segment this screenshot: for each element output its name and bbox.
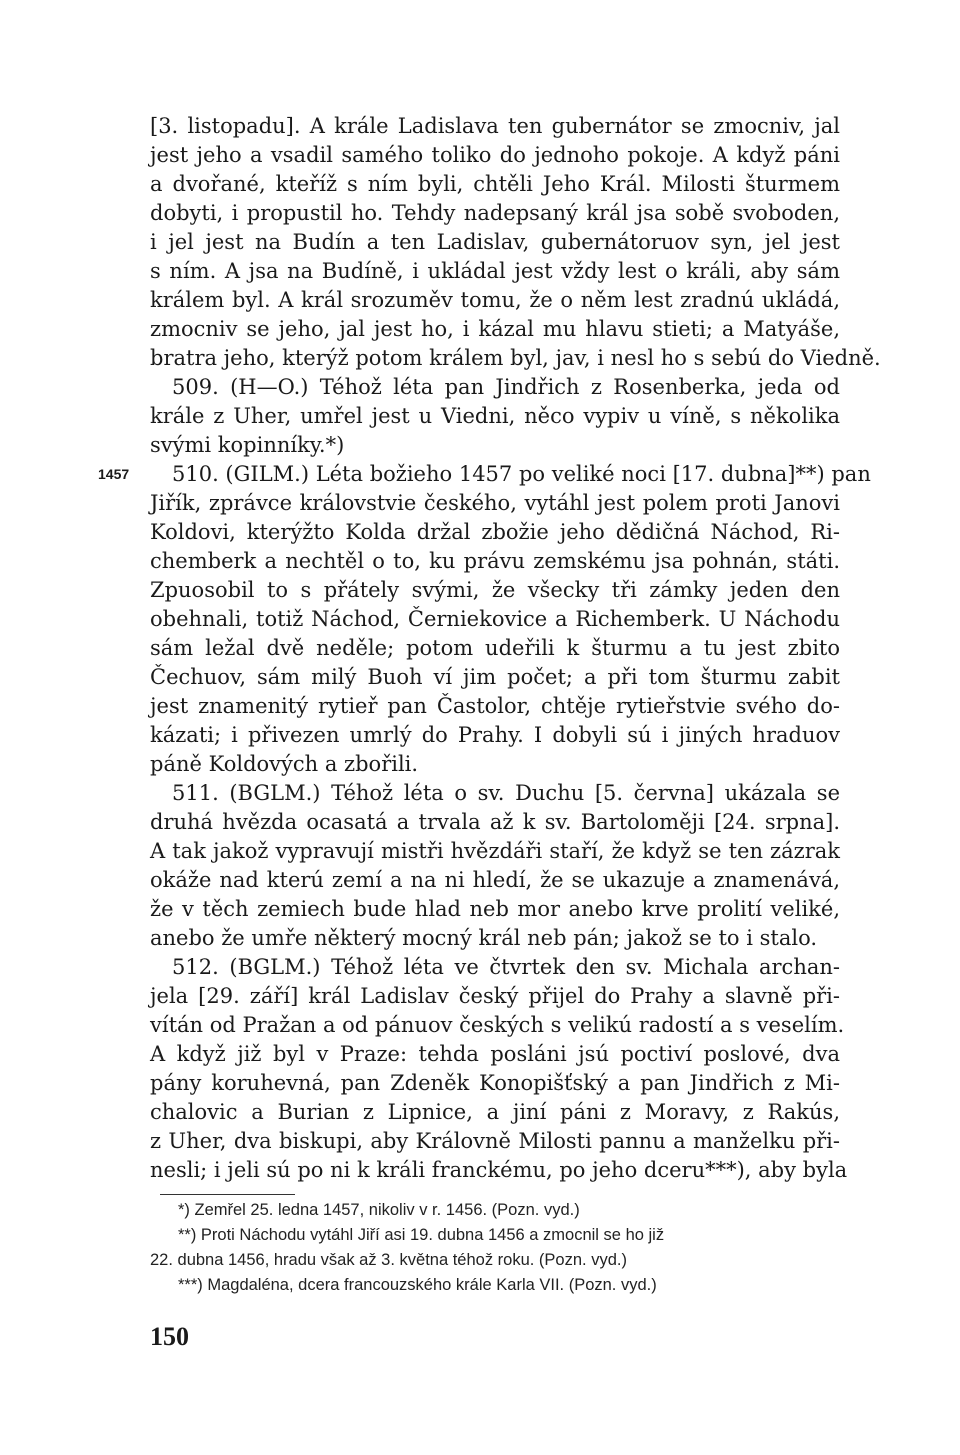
text-line: anebo že umře některý mocný král neb pán; jakož se to i stalo. [150,926,818,950]
footnote-line: **) Proti Náchodu vytáhl Jiří asi 19. dubna 1456 a zmocnil se ho již [178,1226,665,1244]
text-line: jest znamenitý rytieř pan Častolor, chtěje rytieřstvie svého do- [150,694,840,718]
text-line: z Uher, dva biskupi, aby Královně Milosti pannu a manželku při- [150,1129,840,1153]
text-line: krále z Uher, umřel jest u Viedni, něco vypiv u víně, s několika [150,404,840,428]
text-line: chemberk a nechtěl o to, ku právu zemskému jsa pohnán, státi. [150,549,840,573]
text-line: i jel jest na Budín a ten Ladislav, gubernátoruov syn, jel jest [150,230,840,254]
text-line: A tak jakož vypravují mistři hvězdáři staří, že když se ten zázrak [150,839,840,863]
text-line: že v těch zemiech bude hlad neb mor anebo krve prolití veliké, [150,897,840,921]
footnote-line: 22. dubna 1456, hradu však až 3. května téhož roku. (Pozn. vyd.) [150,1251,627,1269]
text-line: jest jeho a vsadil samého toliko do jednoho pokoje. A když páni [150,143,840,167]
text-line: 510. (GILM.) Léta božieho 1457 po veliké noci [17. dubna]**) pan [172,462,871,486]
text-line: svými kopinníky.*) [150,433,345,457]
footnote-line: ***) Magdaléna, dcera francouzského krále Karla VII. (Pozn. vyd.) [178,1276,657,1294]
footnote-line: *) Zemřel 25. ledna 1457, nikoliv v r. 1456. (Pozn. vyd.) [178,1201,580,1219]
text-line: Čechuov, sám milý Buoh ví jim počet; a při tom šturmu zabit [150,665,840,689]
text-line: páně Koldových a zbořili. [150,752,419,776]
text-line: s ním. A jsa na Budíně, i ukládal jest vždy lest o králi, aby sám [150,259,840,283]
text-line: pány koruhevná, pan Zdeněk Konopišťský a pan Jindřich z Mi- [150,1071,840,1095]
text-line: 512. (BGLM.) Téhož léta ve čtvrtek den sv. Michala archan- [172,955,840,979]
text-line: 511. (BGLM.) Téhož léta o sv. Duchu [5. června] ukázala se [172,781,840,805]
text-line: druhá hvězda ocasatá a trvala až k sv. Bartoloměji [24. srpna]. [150,810,840,834]
text-line: králem byl. A král srozuměv tomu, že o něm lest zradnú ukládá, [150,288,840,312]
main-text [150,112,881,1185]
text-line: zmocniv se jeho, jal jest ho, i kázal mu hlavu stieti; a Matyáše, [150,317,840,341]
text-line: [3. listopadu]. A krále Ladislava ten gubernátor se zmocniv, jal [150,114,840,138]
footnote-divider [160,1194,295,1195]
text-line: kázati; i přivezen umrlý do Prahy. I dobyli sú i jiných hraduov [150,723,840,747]
text-line: chalovic a Burian z Lipnice, a jiní páni z Moravy, z Rakús, [150,1100,840,1124]
text-line: obehnali, totiž Náchod, Černiekovice a Richemberk. U Náchodu [150,607,840,631]
text-line: nesli; i jeli sú po ni k králi franckému, po jeho dceru***), aby byla [150,1158,848,1182]
text-line: A když již byl v Praze: tehda posláni jsú poctiví poslové, dva [150,1042,840,1066]
text-line: jela [29. září] král Ladislav český přijel do Prahy a slavně při- [150,984,840,1008]
footnotes [150,1198,840,1298]
text-line: bratra jeho, kterýž potom králem byl, jav, i nesl ho s sebú do Viedně. [150,346,881,370]
margin-year: 1457 [98,466,130,482]
text-line: Zpuosobil to s přátely svými, že všecky tři zámky jeden den [150,578,840,602]
text-line: Jiřík, zprávce královstvie českého, vytáhl jest polem proti Janovi [150,491,840,515]
text-line: sám ležal dvě neděle; potom udeřili k šturmu a tu jest zbito [150,636,840,660]
text-line: 509. (H—O.) Téhož léta pan Jindřich z Rosenberka, jeda od [172,375,840,399]
text-line: dobyti, i propustil ho. Tehdy nadepsaný král jsa sobě svoboden, [150,201,840,225]
text-line: Koldovi, kterýžto Kolda držal zbožie jeho dědičná Náchod, Ri- [150,520,840,544]
text-line: vítán od Pražan a od pánuov českých s velikú radostí a s veselím. [150,1013,845,1037]
page-number: 150 [150,1322,189,1351]
text-line: a dvořané, kteříž s ním byli, chtěli Jeho Král. Milosti šturmem [150,172,840,196]
text-line: okáže nad kterú zemí a na ni hledí, že se ukazuje a znamenává, [150,868,840,892]
